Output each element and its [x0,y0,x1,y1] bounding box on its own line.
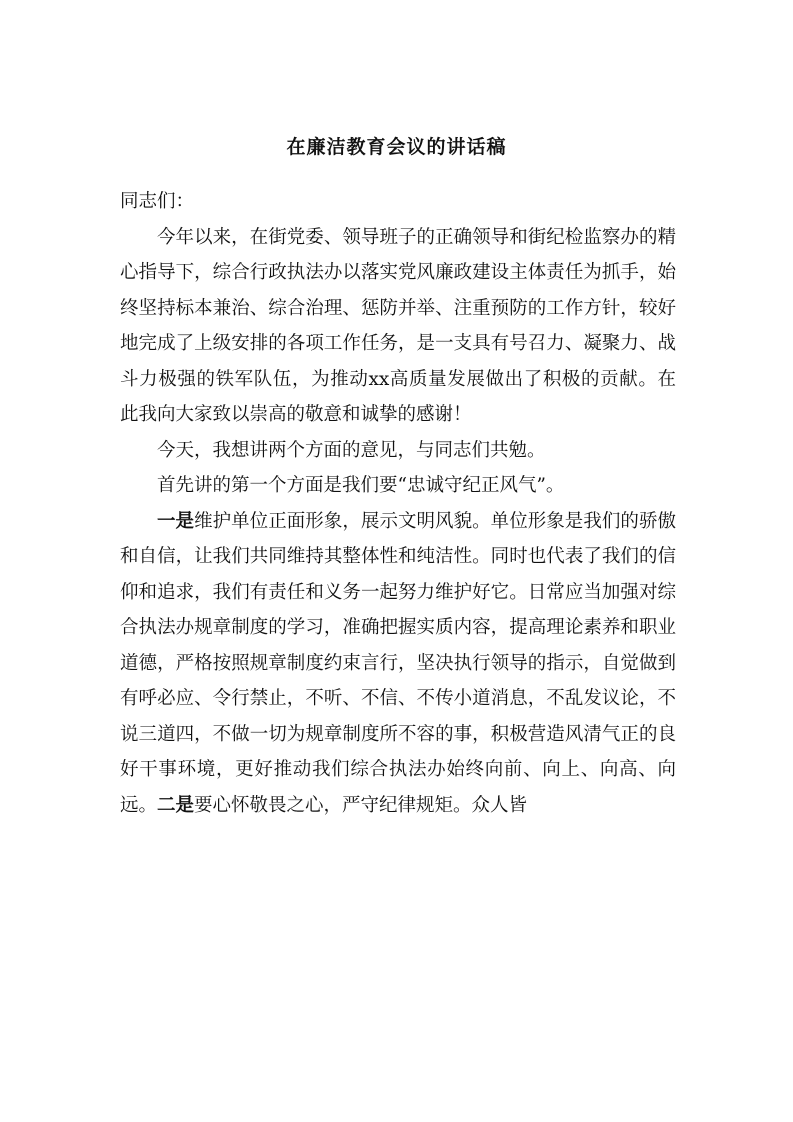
salutation: 同志们： [120,191,195,212]
point-two-text: 要心怀敬畏之心，严守纪律规矩。众人皆 [194,794,528,816]
paragraph-topics: 今天，我想讲两个方面的意见，与同志们共勉。 [157,439,546,461]
paragraph-points [120,504,676,824]
paragraph-first-aspect: 首先讲的第一个方面是我们要“忠诚守纪正风气”。 [157,475,565,496]
point-one-text: 维护单位正面形象，展示文明风貌。单位形象是我们的骄傲和自信，让我们共同维持其整体性和纯洁性。同时也代表了我们的信仰和追求，我们有责任和义务一起努力维护好它。日常应当加强对综合执法办规章制度的学习，准确把握实质内容，提高理论素养和职业道德，严格按照规章制度约束言行，坚决执行领导的指示，自觉做到有呼必应、令行禁止，不听、不信、不传小道消息，不乱发议论，不说三道四，不做一切为规章制度所不容的事，积极营造风清气正的良好干事环境，更好推动我们综合执法办始终向前、向上、向高、向远。 [120,510,676,816]
document-body [120,184,676,823]
paragraph-intro: 今年以来，在街党委、领导班子的正确领导和街纪检监察办的精心指导下，综合行政执法办以落实党风廉政建设主体责任为抓手，始终坚持标本兼治、综合治理、惩防并举、注重预防的工作方针，较好地完成了上级安排的各项工作任务，是一支具有号召力、凝聚力、战斗力极强的铁军队伍，为推动xx高质量发展做出了积极的贡献。在此我向大家致以崇高的敬意和诚挚的感谢！ [120,226,676,425]
document-title: 在廉洁教育会议的讲话稿 [286,136,507,158]
point-two-lead: 二是 [157,794,195,816]
point-one-lead: 一是 [157,510,195,532]
